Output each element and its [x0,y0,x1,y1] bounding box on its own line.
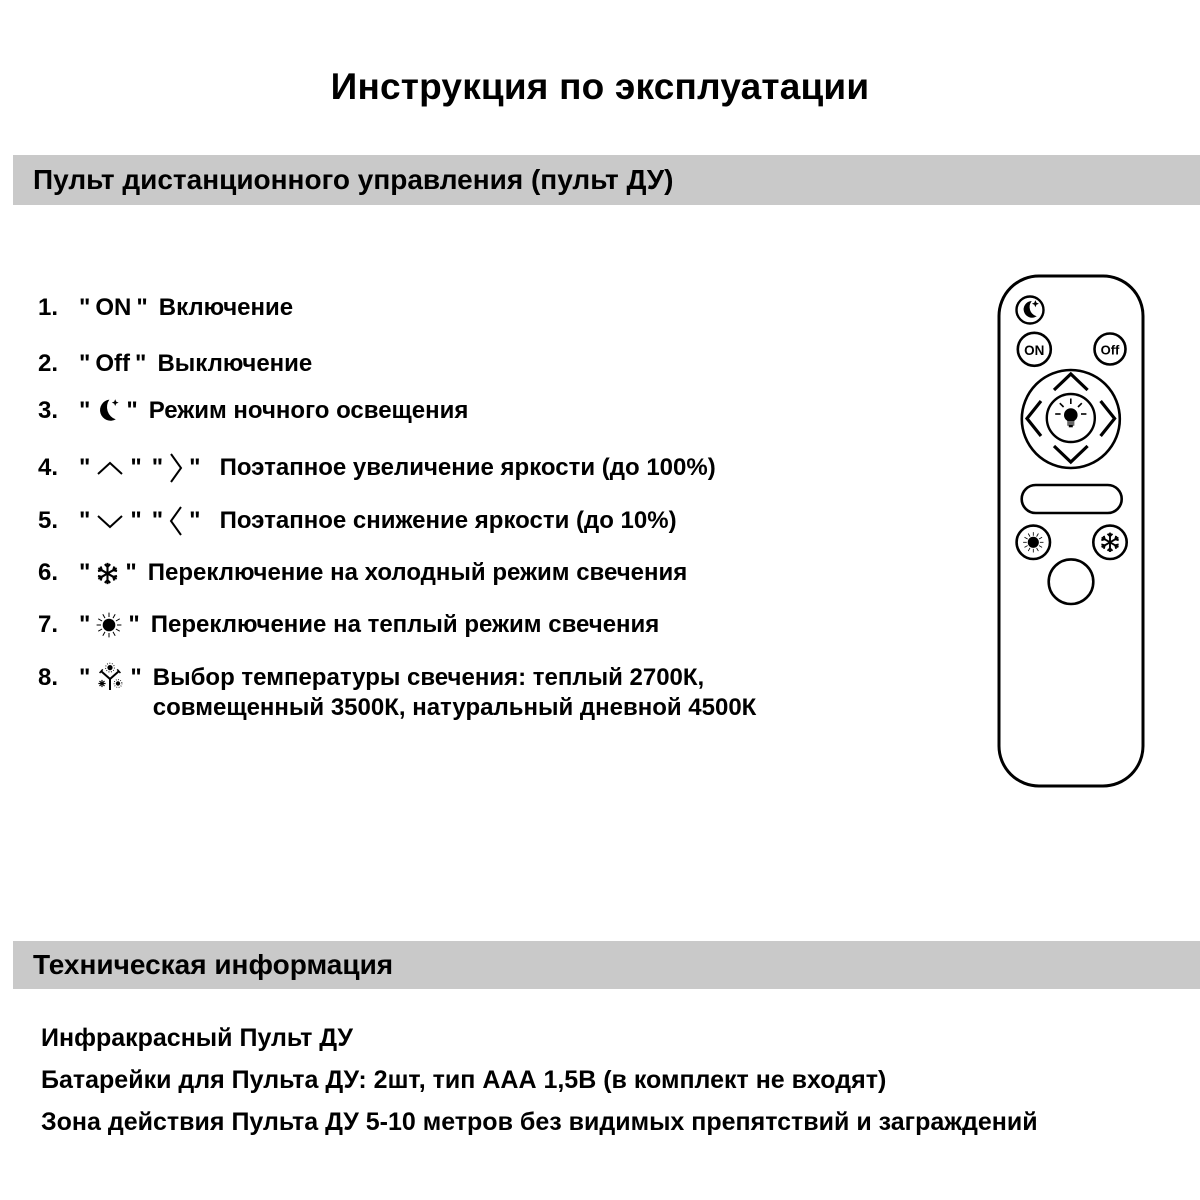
quote-mark: " [79,454,91,481]
quote-mark: " [125,559,137,586]
snowflake-cold-icon [95,561,120,586]
item-label: Переключение на холодный режим свечения [147,559,688,586]
chevron-left-icon [168,503,184,539]
quote-mark: " [189,454,201,481]
item-label: Выключение [157,350,313,377]
quote-mark: " [79,611,91,638]
on-label: ON [95,294,132,321]
list-item-night-mode [38,393,468,429]
quote-mark: " [128,611,140,638]
list-item-brightness-down [38,503,677,539]
item-number: 4. [38,454,59,481]
page-title: Инструкция по эксплуатации [330,66,870,107]
quote-mark: " [135,350,147,377]
section-header-tech [13,941,1200,989]
list-item-on [38,290,293,326]
section-header-remote-label: Пульт дистанционного управления (пульт ДУ) [33,164,674,195]
moon-night-mode-icon [95,398,121,424]
item-number: 8. [38,664,59,691]
round-button [1049,559,1094,604]
item-label: Поэтапное увеличение яркости (до 100%) [219,454,716,481]
off-button-label: Off [1100,342,1120,358]
quote-mark: " [79,350,91,377]
chevron-up-icon [95,458,125,478]
off-label: Off [95,350,131,377]
tech-info-line: Батарейки для Пульта ДУ: 2шт, тип ААА 1,5В (в комплект не входят) [41,1066,887,1094]
quote-mark: " [79,664,91,691]
tech-info-line: Зона действия Пульта ДУ 5-10 метров без видимых препятствий и заграждений [41,1108,1038,1136]
list-item-brightness-up [38,450,716,486]
section-header-tech-label: Техническая информация [33,949,394,980]
item-label-line1: Выбор температуры свечения: теплый 2700К, [152,664,705,691]
list-item-color-temperature [38,663,756,723]
item-number: 6. [38,559,59,586]
item-number: 2. [38,350,59,377]
item-label: Включение [158,294,294,321]
sun-warm-icon [95,611,123,639]
item-label-line2: совмещенный 3500К, натуральный дневной 4500К [152,694,757,721]
pill-button [1022,485,1122,513]
item-number: 3. [38,397,59,424]
list-item-off [38,346,312,382]
item-label: Переключение на теплый режим свечения [150,611,660,638]
quote-mark: " [130,664,142,691]
quote-mark: " [189,507,201,534]
quote-mark: " [151,507,164,534]
item-number: 1. [38,294,59,321]
quote-mark: " [79,397,91,424]
item-label: Поэтапное снижение яркости (до 10%) [219,507,677,534]
section-header-remote [13,155,1200,205]
quote-mark: " [130,507,142,534]
quote-mark: " [79,507,91,534]
quote-mark: " [130,454,142,481]
quote-mark: " [136,294,148,321]
quote-mark: " [151,454,164,481]
quote-mark: " [79,559,91,586]
chevron-right-icon [168,450,184,486]
chevron-down-icon [95,511,125,531]
remote-control-illustration [975,260,1175,800]
on-button-label: ON [1024,343,1045,358]
quote-mark: " [79,294,91,321]
color-temperature-icon [95,663,125,693]
list-item-warm-mode [38,607,659,643]
item-label: Режим ночного освещения [148,397,469,424]
quote-mark: " [126,397,138,424]
item-number: 5. [38,507,59,534]
list-item-cold-mode [38,555,687,591]
item-number: 7. [38,611,59,638]
tech-info-line: Инфракрасный Пульт ДУ [41,1024,353,1052]
